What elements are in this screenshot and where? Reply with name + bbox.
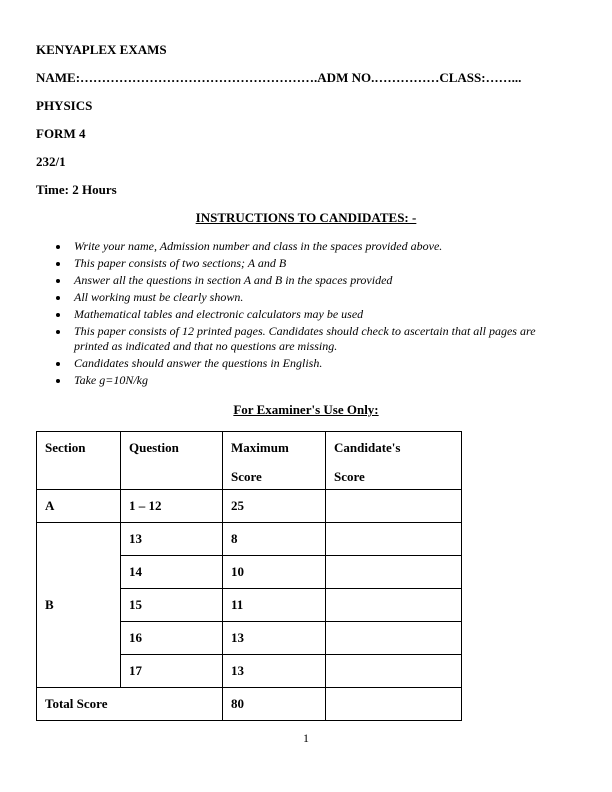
header-question-label: Question [129,440,179,455]
instruction-item: • Take g=10N/kg [70,373,570,388]
examiner-table-title: For Examiner's Use Only: [233,402,379,417]
instruction-item: • This paper consists of 12 printed pages. Candidates should check to ascertain that all pages are printed as indicated and that no questions are missing. [70,324,570,354]
question-range-cell: 1 – 12 [121,490,223,523]
max-score-cell: 11 [223,589,326,622]
header-section-label: Section [45,440,86,455]
paper-code: 232/1 [36,154,66,169]
candidate-score-cell [326,523,462,556]
candidate-score-cell [326,556,462,589]
table-row [37,523,462,556]
candidate-score-cell [326,589,462,622]
header-maximum-line1: Maximum [231,440,289,455]
question-cell: 13 [121,523,223,556]
page-number: 1 [303,731,309,745]
question-cell: 15 [121,589,223,622]
question-cell: 14 [121,556,223,589]
candidate-score-cell [326,622,462,655]
max-score-cell: 8 [223,523,326,556]
instructions-title: INSTRUCTIONS TO CANDIDATES: - [195,210,417,225]
max-score-cell: 10 [223,556,326,589]
question-cell: 16 [121,622,223,655]
instruction-item: • Write your name, Admission number and class in the spaces provided above. [70,239,570,254]
header-maximum-score [223,432,326,490]
instruction-item: • Answer all the questions in section A and B in the spaces provided [70,273,570,288]
total-score-label: Total Score [37,688,223,721]
section-b-label: B [37,523,121,688]
max-score-cell: 13 [223,622,326,655]
candidate-score-cell [326,490,462,523]
section-a-label: A [37,490,121,523]
time-allowed: Time: 2 Hours [36,182,117,197]
header-question [121,432,223,490]
instruction-item: • Mathematical tables and electronic calculators may be used [70,307,570,322]
header-candidate-score [326,432,462,490]
table-row-section-a [37,490,462,523]
table-header-row [37,432,462,490]
table-row-total [37,688,462,721]
instruction-item: • This paper consists of two sections; A and B [70,256,570,271]
header-section [37,432,121,490]
exam-board-title: KENYAPLEX EXAMS [36,42,167,57]
candidate-score-cell [326,655,462,688]
header-candidate-line1: Candidate's [334,440,401,455]
candidate-total-score-cell [326,688,462,721]
form-level: FORM 4 [36,126,86,141]
header-candidate-line2: Score [334,469,365,484]
header-maximum-line2: Score [231,469,262,484]
max-score-cell: 13 [223,655,326,688]
examiner-table [36,431,462,721]
instructions-list [36,239,570,388]
name-adm-class-line: NAME:……………………………………………….ADM NO.……………CLASS:……... [36,70,522,85]
max-score-cell: 25 [223,490,326,523]
instruction-item: • All working must be clearly shown. [70,290,570,305]
question-cell: 17 [121,655,223,688]
subject-title: PHYSICS [36,98,93,113]
instruction-item: • Candidates should answer the questions in English. [70,356,570,371]
total-max-score-cell: 80 [223,688,326,721]
